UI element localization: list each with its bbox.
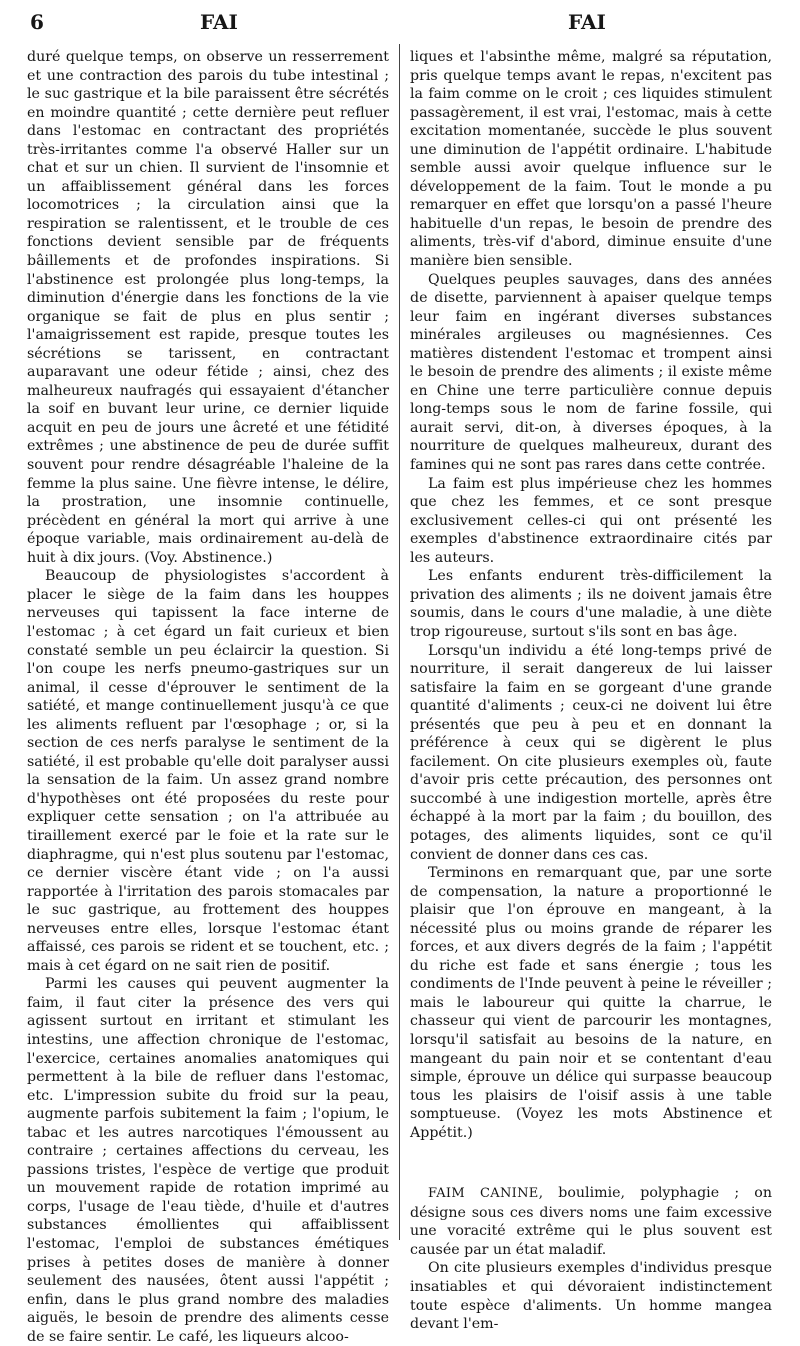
right-running-head: FAI [568, 10, 606, 34]
entry-heading: FAIM CANINE [428, 1186, 539, 1202]
left-running-head: FAI [200, 10, 238, 34]
paragraph: duré quelque temps, on observe un resserrement et une contraction des parois du tube intestinal ; le suc gastrique et la bile paraissent être sécrétés en moindre quantité ; cette dernière peut refluer dans l'estomac en contractant des propriétés très-irritantes comme l'a observé Haller sur un chat et sur un chien. Il survient de l'insomnie et un affaiblissement général dans les forces locomotrices ; la circulation ainsi que la respiration se ralentissent, et le trouble de ces fonctions devient sensible par de fréquents bâillements et de profondes inspirations. Si l'abstinence est prolongée plus long-temps, la diminution d'énergie dans les fonctions de la vie organique se fait de plus en plus sentir ; l'amaigrissement est rapide, presque toutes les sécrétions se tarissent, en contractant auparavant une odeur fétide ; ainsi, chez des malheureux naufragés qui essayaient d'étancher la soif en buvant leur urine, ce dernier liquide acquit en peu de jours une âcreté et une fétidité extrêmes ; une abstinence de peu de durée suffit souvent pour rendre désagréable l'haleine de la femme la plus saine. Une fièvre intense, le délire, la prostration, une insomnie continuelle, précèdent en général la mort qui arrive à une époque variable, mais ordinairement au-delà de huit à dix jours. (Voy. Abstinence.) [27, 49, 389, 566]
paragraph: Terminons en remarquant que, par une sorte de compensation, la nature a proportionné le plaisir que l'on éprouve en mangeant, à la nécessité plus ou moins grande de réparer les forces, et aux divers degrés de la faim ; l'appétit du riche est fade et sans énergie ; tous les condiments de l'Inde peuvent à peine le réveiller ; mais le laboureur qui quitte la charrue, le chasseur qui vient de parcourir les montagnes, lorsqu'il satisfait au besoins de la nature, en mangeant du pain noir et se contentant d'eau simple, éprouve un délice qui surpasse beaucoup tous les plaisirs de l'oisif assis à une table somptueuse. (Voyez les mots Abstinence et Appétit.) [410, 865, 772, 1141]
paragraph: Parmi les causes qui peuvent augmenter la faim, il faut citer la présence des vers qui agissent surtout en irritant et stimulant les intestins, une affection chronique de l'estomac, l'exercice, certaines anomalies anatomiques qui permettent à la bile de refluer dans l'estomac, etc. L'impression subite du froid sur la peau, augmente parfois subitement la faim ; l'opium, le tabac et les autres narcotiques l'émoussent au contraire ; certaines affections du cerveau, les passions tristes, l'espèce de vertige que produit un mouvement rapide de rotation imprimé au corps, l'usage de l'eau tiède, d'huile et d'autres substances émollientes qui affaiblissent l'estomac, l'emploi de substances émétiques prises à petites doses de manière à donner seulement des nausées, ôtent aussi l'appétit ; enfin, dans le plus grand nombre des maladies aiguës, le besoin de prendre des aliments cesse de se faire sentir. Le café, les liqueurs alcoo- [27, 976, 389, 1345]
paragraph: Lorsqu'un individu a été long-temps privé de nourriture, il serait dangereux de lui laisser satisfaire la faim en se gorgeant d'une grande quantité d'aliments ; ceux-ci ne doivent lui être présentés que peu à peu et en donnant la préférence à ceux qui se digèrent le plus facilement. On cite plusieurs exemples où, faute d'avoir pris cette précaution, des personnes ont succombé à une indigestion mortelle, après être échappé à la mort par la faim ; du bouillon, des potages, des aliments liquides, sont ce qu'il convient de donner dans ces cas. [410, 642, 772, 863]
column-divider [399, 44, 400, 1240]
left-column [27, 48, 389, 1346]
right-column [410, 48, 772, 1334]
entry-text: , boulimie, polyphagie ; on désigne sous ces divers noms une faim excessive une voracité extrême qui le plus souvent est causée par un état maladif. [410, 1185, 772, 1258]
paragraph: La faim est plus impérieuse chez les hommes que chez les femmes, et ce sont presque exclusivement celles-ci qui ont présenté les exemples d'abstinence extraordinaire cités par les auteurs. [410, 475, 772, 566]
entry-faim-canine [410, 1184, 772, 1259]
paragraph: Les enfants endurent très-difficilement la privation des aliments ; ils ne doivent jamais être soumis, dans le cours d'une maladie, à une diète trop rigoureuse, surtout s'ils sont en bas âge. [410, 568, 772, 640]
paragraph: On cite plusieurs exemples d'individus presque insatiables et qui dévoraient indistinctement toute espèce d'aliments. Un homme mangea devant l'em- [410, 1260, 772, 1333]
paragraph: liques et l'absinthe même, malgré sa réputation, pris quelque temps avant le repas, n'excitent pas la faim comme on le croit ; ces liquides stimulent passagèrement, il est vrai, l'estomac, mais à cette excitation momentanée, succède le plus souvent une diminution de l'appétit ordinaire. L'habitude semble aussi avoir quelque influence sur le développement de la faim. Tout le monde a pu remarquer en effet que lorsqu'on a passé l'heure habituelle d'un repas, le besoin de prendre des aliments, très-vif d'abord, diminue ensuite d'une manière bien sensible. [410, 49, 772, 270]
paragraph: Quelques peuples sauvages, dans des années de disette, parviennent à apaiser quelque temps leur faim en ingérant diverses substances minérales argileuses ou magnésiennes. Ces matières distendent l'estomac et trompent ainsi le besoin de prendre des aliments ; il existe même en Chine une terre particulière connue depuis long-temps sous le nom de farine fossile, qui aurait servi, dit-on, à diverses époques, à la nourriture de quelques malheureux, durant des famines qui ne sont pas rares dans cette contrée. [410, 271, 772, 474]
page-number: 6 [30, 10, 44, 34]
paragraph: Beaucoup de physiologistes s'accordent à placer le siège de la faim dans les houppes nerveuses qui tapissent la face interne de l'estomac ; à cet égard un fait curieux et bien constaté semble un peu éclaircir la question. Si l'on coupe les nerfs pneumo-gastriques sur un animal, il cesse d'éprouver le sentiment de la satiété, et mange continuellement jusqu'à ce que les aliments refluent par l'œsophage ; or, si la section de ces nerfs paralyse le sentiment de la satiété, il est probable qu'elle doit paralyser aussi la sensation de la faim. Un assez grand nombre d'hypothèses ont été proposées du reste pour expliquer cette sensation ; on l'a attribuée au tiraillement exercé par le foie et la rate sur le diaphragme, qui n'est plus soutenu par l'estomac, ce dernier viscère étant vide ; on l'a aussi rapportée à l'irritation des parois stomacales par le suc gastrique, au frottement des houppes nerveuses entre elles, lorsque l'estomac étant affaissé, ces parois se rident et se touchent, etc. ; mais à cet égard on ne sait rien de positif. [27, 568, 389, 974]
